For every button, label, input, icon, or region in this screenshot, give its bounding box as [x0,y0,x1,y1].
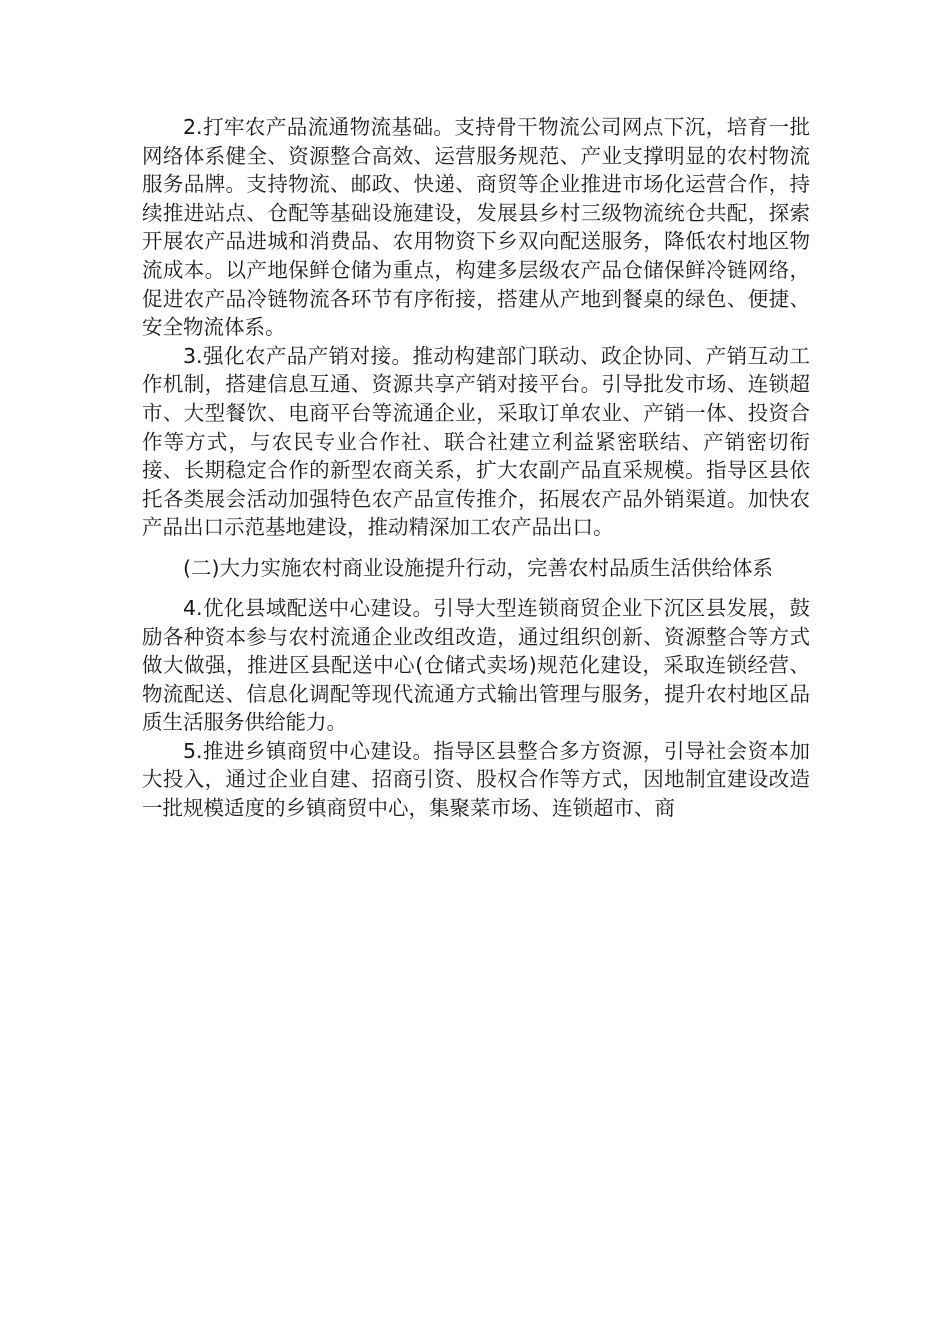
document-page [142,113,810,823]
section-heading: (二)大力实施农村商业设施提升行动，完善农村品质生活供给体系 [183,555,773,580]
paragraph-item-3: 3.强化农产品产销对接。推动构建部门联动、政企协同、产销互动工作机制，搭建信息互通、资源共享产销对接平台。引导批发市场、连锁超市、大型餐饮、电商平台等流通企业，采取订单农业、产销一体、投资合作等方式，与农民专业合作社、联合社建立利益紧密联结、产销密切衔接、长期稳定合作的新型农商关系，扩大农副产品直采规模。指导区县依托各类展会活动加强特色农产品宣传推介，拓展农产品外销渠道。加快农产品出口示范基地建设，推动精深加工农产品出口。 [142,343,810,540]
paragraph-item-5: 5.推进乡镇商贸中心建设。指导区县整合多方资源，引导社会资本加大投入，通过企业自建、招商引资、股权合作等方式，因地制宜建设改造一批规模适度的乡镇商贸中心，集聚菜市场、连锁超市、商 [142,738,810,821]
paragraph-item-2: 2.打牢农产品流通物流基础。支持骨干物流公司网点下沉，培育一批网络体系健全、资源整合高效、运营服务规范、产业支撑明显的农村物流服务品牌。支持物流、邮政、快递、商贸等企业推进市场化运营合作，持续推进站点、仓配等基础设施建设，发展县乡村三级物流统仓共配，探索开展农产品进城和消费品、农用物资下乡双向配送服务，降低农村地区物流成本。以产地保鲜仓储为重点，构建多层级农产品仓储保鲜冷链网络，促进农产品冷链物流各环节有序衔接，搭建从产地到餐桌的绿色、便捷、安全物流体系。 [142,115,810,340]
paragraph-item-4: 4.优化县域配送中心建设。引导大型连锁商贸企业下沉区县发展，鼓励各种资本参与农村流通企业改组改造，通过组织创新、资源整合等方式做大做强，推进区县配送中心(仓储式卖场)规范化建设，采取连锁经营、物流配送、信息化调配等现代流通方式输出管理与服务，提升农村地区品质生活服务供给能力。 [142,595,810,735]
